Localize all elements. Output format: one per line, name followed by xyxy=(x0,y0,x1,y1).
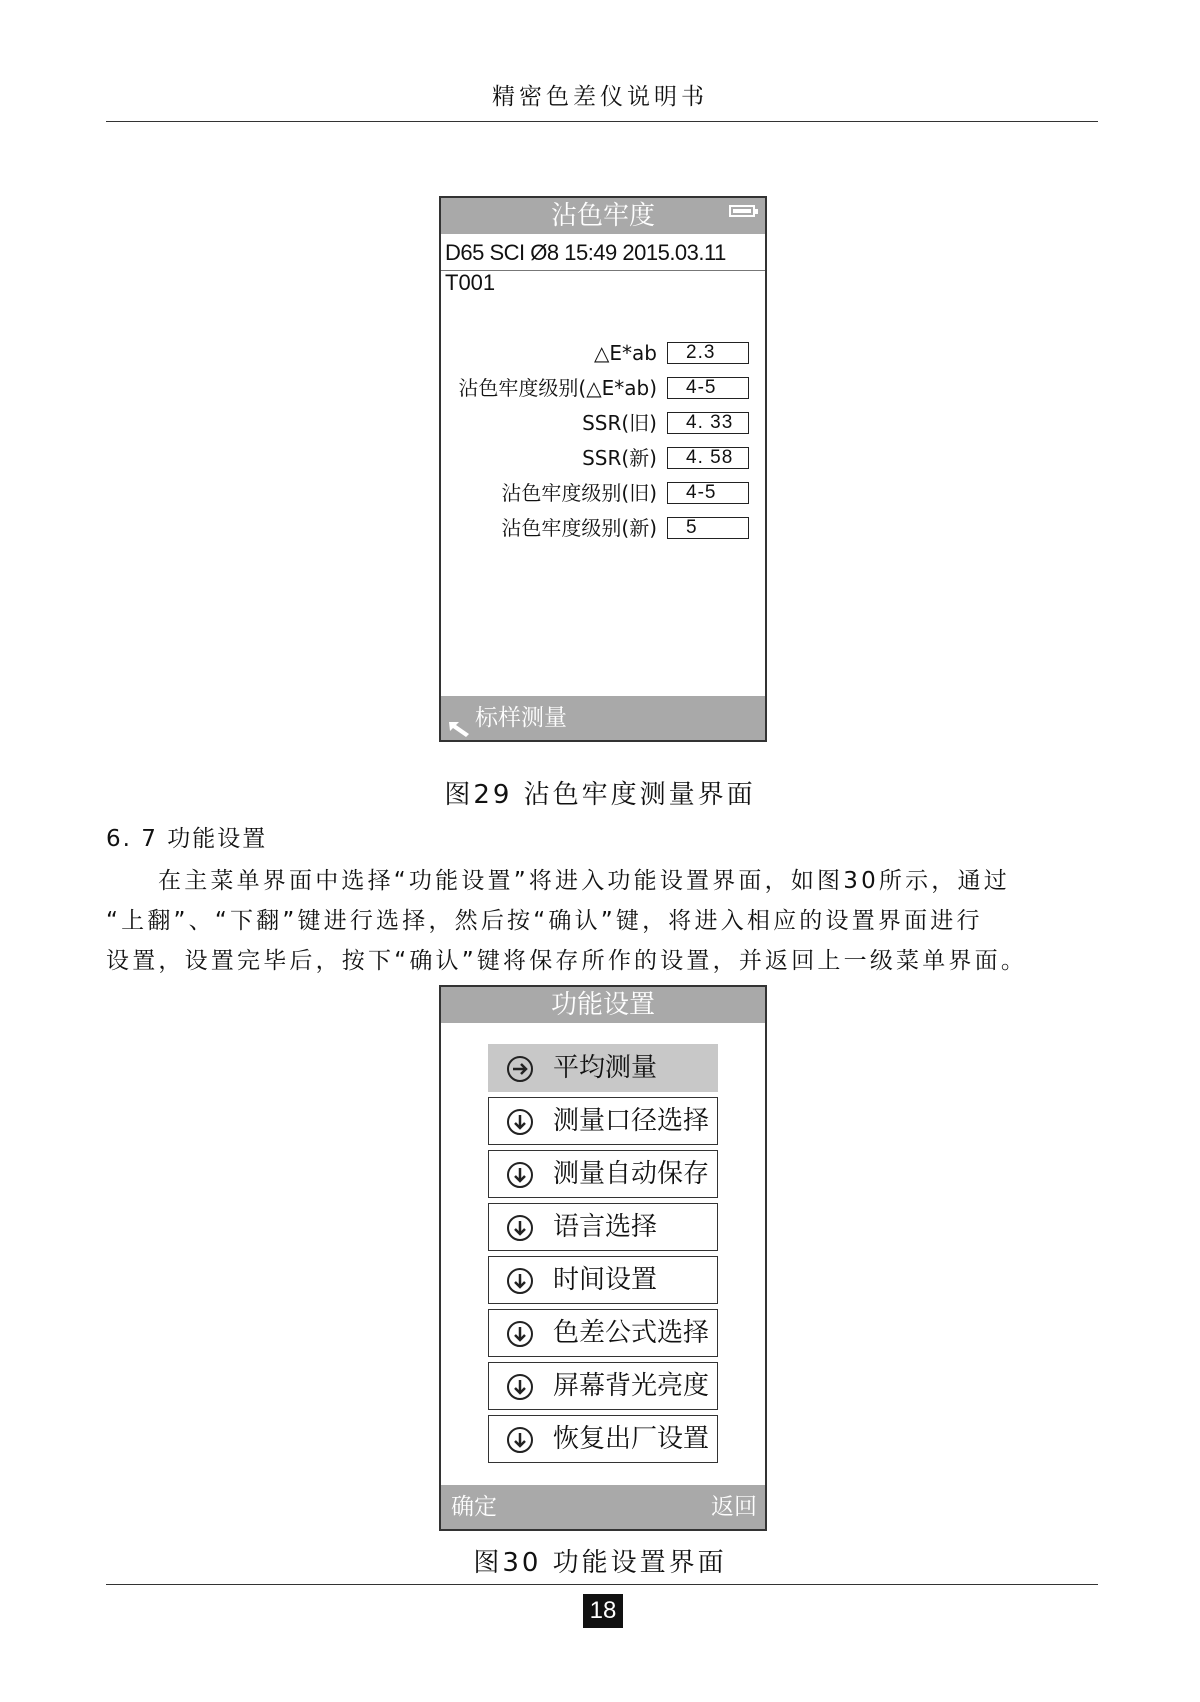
result-row-ssr-new xyxy=(441,443,765,473)
arrow-right-circle-icon xyxy=(505,1054,535,1084)
result-value: 4. 33 xyxy=(667,412,749,434)
menu-item-label: 恢复出厂设置 xyxy=(553,1424,710,1454)
menu-item-label: 平均测量 xyxy=(553,1053,658,1083)
paragraph-line: 在主菜单界面中选择“功能设置”将进入功能设置界面，如图30所示，通过 xyxy=(158,868,1010,894)
arrow-down-circle-icon xyxy=(505,1425,535,1455)
function-settings-screen xyxy=(439,985,767,1531)
result-row-ssr-old xyxy=(441,408,765,438)
screen-title: 沾色牢度 xyxy=(550,201,655,231)
colorfastness-screen xyxy=(439,196,767,742)
menu-item-color-formula[interactable] xyxy=(488,1309,718,1357)
arrow-down-circle-icon xyxy=(505,1319,535,1349)
menu-item-label: 色差公式选择 xyxy=(553,1318,710,1348)
result-value: 4. 58 xyxy=(667,447,749,469)
menu-item-label: 测量自动保存 xyxy=(553,1159,710,1189)
arrow-down-circle-icon xyxy=(505,1160,535,1190)
result-label: 沾色牢度级别(旧) xyxy=(501,481,657,505)
back-softkey[interactable]: 返回 xyxy=(711,1494,757,1520)
screen-title-bar xyxy=(441,198,765,234)
measurement-conditions: D65 SCI Ø8 15:49 2015.03.11 xyxy=(445,240,726,265)
screen-title-bar xyxy=(441,987,765,1023)
result-value: 2.3 xyxy=(667,342,749,364)
footer-rule xyxy=(106,1584,1098,1585)
screen-title: 功能设置 xyxy=(550,990,655,1020)
paragraph-line: “上翻”、“下翻”键进行选择，然后按“确认”键，将进入相应的设置界面进行 xyxy=(106,908,983,934)
menu-item-average-measure[interactable] xyxy=(488,1044,718,1092)
header-rule xyxy=(106,121,1098,122)
result-value: 4-5 xyxy=(667,377,749,399)
arrow-down-circle-icon xyxy=(505,1213,535,1243)
diagonal-arrow-icon xyxy=(447,709,471,753)
result-label: SSR(旧) xyxy=(582,411,657,435)
menu-item-label: 测量口径选择 xyxy=(553,1106,710,1136)
menu-item-language[interactable] xyxy=(488,1203,718,1251)
menu-item-aperture-select[interactable] xyxy=(488,1097,718,1145)
result-label: △E*ab xyxy=(594,341,657,365)
result-value: 4-5 xyxy=(667,482,749,504)
arrow-down-circle-icon xyxy=(505,1107,535,1137)
menu-item-time-settings[interactable] xyxy=(488,1256,718,1304)
result-value: 5 xyxy=(667,517,749,539)
result-label: 沾色牢度级别(新) xyxy=(501,516,657,540)
document-header-title: 精密色差仪说明书 xyxy=(492,84,708,110)
result-row-grade-old xyxy=(441,478,765,508)
menu-item-label: 屏幕背光亮度 xyxy=(553,1371,710,1401)
menu-item-factory-reset[interactable] xyxy=(488,1415,718,1463)
arrow-down-circle-icon xyxy=(505,1266,535,1296)
standard-measure-softkey[interactable]: 标样测量 xyxy=(475,705,567,731)
paragraph-line: 设置，设置完毕后，按下“确认”键将保存所作的设置，并返回上一级菜单界面。 xyxy=(106,948,1028,974)
arrow-down-circle-icon xyxy=(505,1372,535,1402)
menu-item-auto-save[interactable] xyxy=(488,1150,718,1198)
result-row-grade-delta-e xyxy=(441,373,765,403)
page-number: 18 xyxy=(583,1594,623,1628)
result-row-grade-new xyxy=(441,513,765,543)
result-label: 沾色牢度级别(△E*ab) xyxy=(458,376,657,400)
result-row-delta-e xyxy=(441,338,765,368)
figure-29-caption: 图29 沾色牢度测量界面 xyxy=(444,780,756,810)
confirm-softkey[interactable]: 确定 xyxy=(451,1494,497,1520)
battery-icon xyxy=(729,205,755,217)
result-label: SSR(新) xyxy=(582,446,657,470)
figure-30-caption: 图30 功能设置界面 xyxy=(473,1548,727,1578)
screen-footer-bar xyxy=(441,696,765,740)
section-heading: 6. 7 功能设置 xyxy=(106,826,268,852)
menu-item-label: 时间设置 xyxy=(553,1265,658,1295)
screen-footer-bar xyxy=(441,1485,765,1529)
menu-item-backlight[interactable] xyxy=(488,1362,718,1410)
menu-item-label: 语言选择 xyxy=(553,1212,658,1242)
settings-menu xyxy=(488,1044,718,1468)
sample-id: T001 xyxy=(445,270,496,295)
